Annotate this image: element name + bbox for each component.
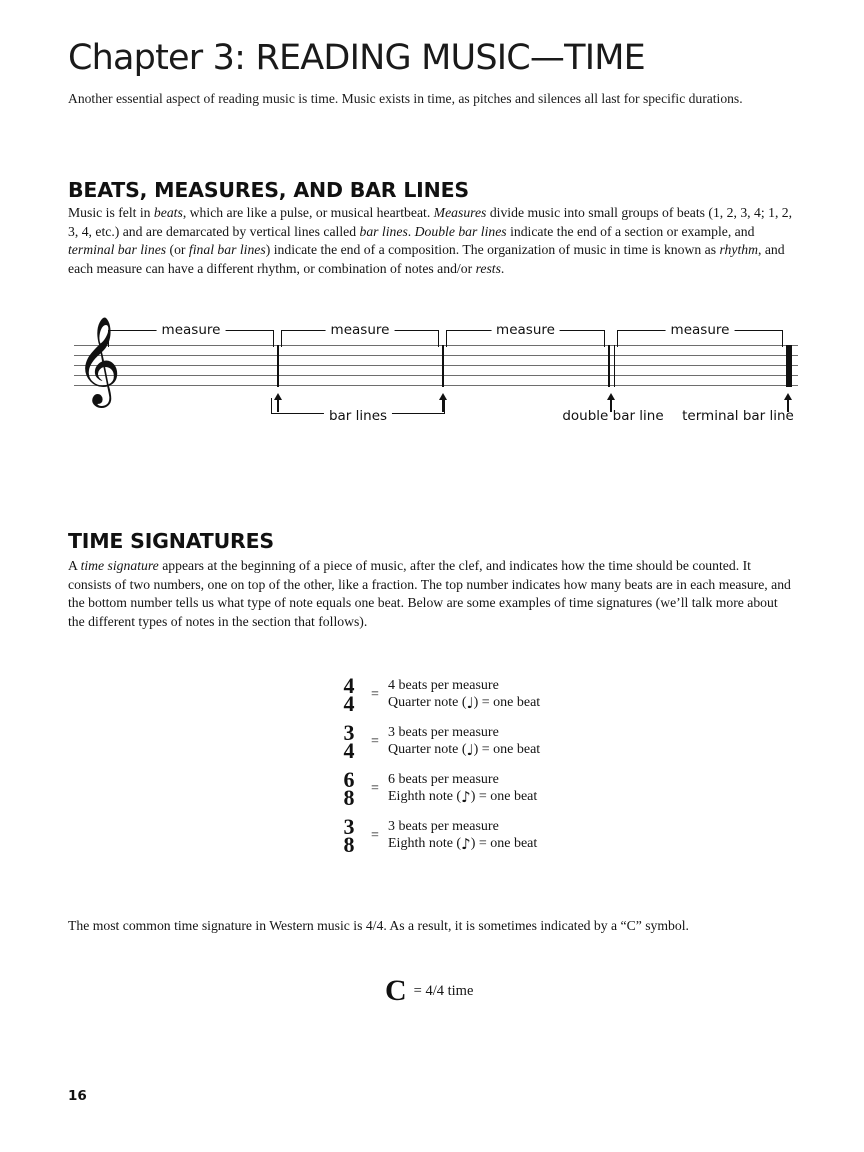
time-signature-description — [388, 819, 537, 852]
staff-line — [74, 375, 798, 376]
time-signature-row — [336, 671, 736, 718]
double-bar-line-left — [608, 345, 610, 387]
beats-per-measure-line: 3 beats per measure — [388, 819, 499, 834]
note-value-prefix: Eighth note ( — [388, 788, 462, 804]
common-time-example — [385, 976, 473, 1006]
measure-label-2: measure — [326, 322, 395, 338]
bar-line-2 — [442, 345, 444, 387]
bar-line-1 — [277, 345, 279, 387]
quarter-note-icon: ♩ — [466, 693, 474, 712]
paragraph-common-time: The most common time signature in Western music is 4/4. As a result, it is sometimes indicated by a “C” symbol. — [68, 918, 689, 933]
measure-label-3: measure — [491, 322, 560, 338]
time-signature-row — [336, 765, 736, 812]
note-value-suffix: ) = one beat — [473, 694, 541, 710]
time-signature-row — [336, 812, 736, 859]
time-signature-bottom: 8 — [343, 784, 355, 810]
equals-sign: = — [371, 827, 379, 843]
note-value-suffix: ) = one beat — [470, 788, 538, 804]
beats-per-measure-line: 6 beats per measure — [388, 772, 499, 787]
time-signature-description — [388, 772, 537, 805]
time-signature-description — [388, 678, 540, 711]
time-signature-examples — [336, 671, 736, 859]
time-signature-top: 3 — [343, 719, 355, 745]
page-number: 16 — [68, 1088, 87, 1104]
time-signature-fraction — [336, 813, 362, 857]
common-time-c-icon: C — [385, 974, 406, 1007]
time-signature-bottom: 4 — [343, 690, 355, 716]
equals-sign: = — [371, 686, 379, 702]
note-value-prefix: Quarter note ( — [388, 694, 467, 710]
note-value-line — [388, 742, 540, 759]
beats-per-measure-line: 4 beats per measure — [388, 678, 499, 693]
equals-sign: = — [371, 733, 379, 749]
common-time-label: = 4/4 time — [413, 982, 474, 999]
time-signature-top: 4 — [343, 672, 355, 698]
treble-clef-icon: 𝄞 — [76, 315, 121, 404]
double-bar-line-label: double bar line — [562, 408, 664, 424]
paragraph-time-signatures: A time signature appears at the beginning of a piece of music, after the clef, and indicates how the time should be counted. It consists of two numbers, one on top of the other, like a fraction. The top number indicates how many beats are in each measure, and the bottom number tells us what type of note equals one beat. Below are some examples of time signatures (we’ll talk more about the different types of notes in the section that follows). — [68, 558, 791, 629]
page-title: Chapter 3: READING MUSIC—TIME — [68, 38, 645, 78]
staff-line — [74, 385, 798, 386]
double-bar-line-right — [614, 345, 616, 387]
note-value-line — [388, 695, 540, 712]
staff-line — [74, 365, 798, 366]
beats-per-measure-line: 3 beats per measure — [388, 725, 499, 740]
measure-label-4: measure — [666, 322, 735, 338]
time-signature-top: 3 — [343, 813, 355, 839]
staff-lines — [74, 345, 798, 386]
time-signature-bottom: 4 — [343, 737, 355, 763]
note-value-prefix: Eighth note ( — [388, 835, 462, 851]
quarter-note-icon: ♩ — [466, 740, 474, 759]
time-signature-row — [336, 718, 736, 765]
note-value-suffix: ) = one beat — [473, 741, 541, 757]
eighth-note-icon: ♪ — [461, 834, 471, 853]
note-value-suffix: ) = one beat — [470, 835, 538, 851]
intro-paragraph: Another essential aspect of reading music is time. Music exists in time, as pitches and silences all last for specific durations. — [68, 91, 743, 106]
note-value-line — [388, 836, 537, 853]
time-signature-fraction — [336, 766, 362, 810]
time-signature-fraction — [336, 719, 362, 763]
paragraph-beats: Music is felt in beats, which are like a pulse, or musical heartbeat. Measures divide music into small groups of beats (1, 2, 3, 4; 1, 2, 3, 4, etc.) and are demarcated by vertical lines called bar lines. Double bar lines indicate the end of a section or example, and terminal bar lines (or final bar lines) indicate the end of a composition. The organization of music in time is known as rhythm, and each measure can have a different rhythm, or combination of notes and/or rests. — [68, 205, 793, 276]
bar-lines-label: bar lines — [324, 408, 392, 424]
eighth-note-icon: ♪ — [461, 787, 471, 806]
time-signature-fraction — [336, 672, 362, 716]
staff-line — [74, 355, 798, 356]
time-signature-description — [388, 725, 540, 758]
note-value-prefix: Quarter note ( — [388, 741, 467, 757]
time-signature-top: 6 — [343, 766, 355, 792]
time-signature-bottom: 8 — [343, 831, 355, 857]
terminal-bar-line-label: terminal bar line — [682, 408, 794, 424]
equals-sign: = — [371, 780, 379, 796]
measure-label-1: measure — [157, 322, 226, 338]
terminal-bar-line — [786, 345, 792, 387]
note-value-line — [388, 789, 537, 806]
section-heading-time-signatures: TIME SIGNATURES — [68, 529, 274, 553]
section-heading-beats: BEATS, MEASURES, AND BAR LINES — [68, 178, 469, 202]
